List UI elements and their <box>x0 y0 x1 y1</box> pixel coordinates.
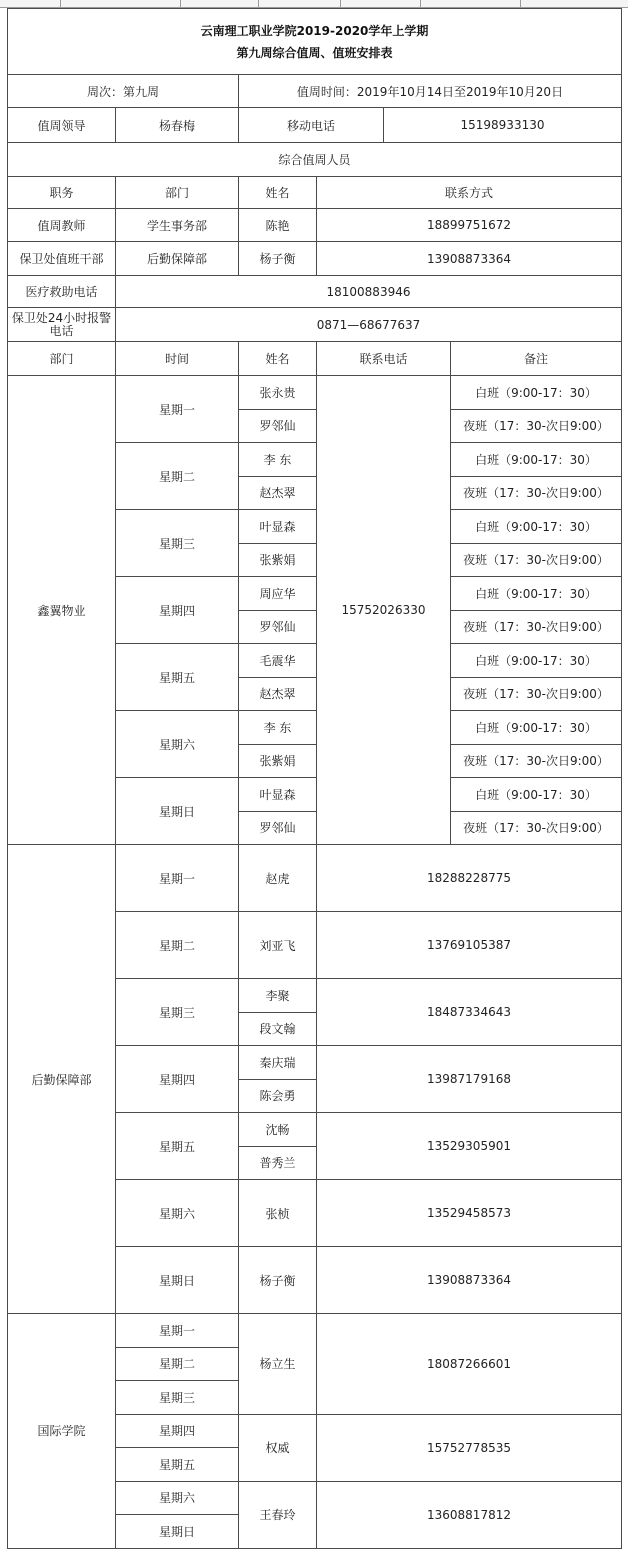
logistics-name[interactable]: 沈畅 <box>239 1113 317 1147</box>
header-contact[interactable]: 联系方式 <box>317 177 622 209</box>
security-phone[interactable]: 0871—68677637 <box>116 308 622 342</box>
logistics-name[interactable]: 段文翰 <box>239 1012 317 1046</box>
intl-day[interactable]: 星期二 <box>116 1347 239 1381</box>
leader-phone-label[interactable]: 移动电话 <box>239 108 384 143</box>
header-role[interactable]: 职务 <box>8 177 116 209</box>
logistics-phone[interactable]: 13529305901 <box>317 1113 622 1180</box>
logistics-phone[interactable]: 13529458573 <box>317 1180 622 1247</box>
title-line-2: 第九周综合值周、值班安排表 <box>236 45 393 60</box>
night-shift-note[interactable]: 夜班（17：30-次日9:00） <box>451 476 622 510</box>
xinyi-day[interactable]: 星期四 <box>116 577 239 644</box>
night-shift-note[interactable]: 夜班（17：30-次日9:00） <box>451 543 622 577</box>
column-header-strip <box>0 0 628 8</box>
day-shift-note[interactable]: 白班（9:00-17：30） <box>451 644 622 678</box>
xinyi-day-name[interactable]: 李 东 <box>239 711 317 745</box>
logistics-phone[interactable]: 18487334643 <box>317 979 622 1046</box>
intl-phone[interactable]: 18087266601 <box>317 1314 622 1415</box>
table-row <box>8 376 622 410</box>
leader-label[interactable]: 值周领导 <box>8 108 116 143</box>
table-row <box>8 1314 622 1348</box>
xinyi-day-name[interactable]: 李 东 <box>239 443 317 477</box>
staff-section-title[interactable]: 综合值周人员 <box>8 143 622 177</box>
xinyi-day-name[interactable]: 叶显森 <box>239 510 317 544</box>
xinyi-phone[interactable]: 15752026330 <box>317 376 451 845</box>
day-shift-note[interactable]: 白班（9:00-17：30） <box>451 577 622 611</box>
xinyi-night-name[interactable]: 张紫娟 <box>239 543 317 577</box>
logistics-name[interactable]: 刘亚飞 <box>239 912 317 979</box>
week-number[interactable]: 周次：第九周 <box>8 75 239 108</box>
intl-day[interactable]: 星期一 <box>116 1314 239 1348</box>
xinyi-day-name[interactable]: 毛震华 <box>239 644 317 678</box>
intl-day[interactable]: 星期四 <box>116 1414 239 1448</box>
intl-dept[interactable]: 国际学院 <box>8 1314 116 1549</box>
leader-name[interactable]: 杨春梅 <box>116 108 239 143</box>
day-shift-note[interactable]: 白班（9:00-17：30） <box>451 711 622 745</box>
night-shift-note[interactable]: 夜班（17：30-次日9:00） <box>451 811 622 845</box>
staff-name[interactable]: 陈艳 <box>239 209 317 242</box>
duty-header-time[interactable]: 时间 <box>116 342 239 376</box>
header-name[interactable]: 姓名 <box>239 177 317 209</box>
intl-phone[interactable]: 13608817812 <box>317 1481 622 1548</box>
xinyi-night-name[interactable]: 张紫娟 <box>239 744 317 778</box>
xinyi-night-name[interactable]: 罗邻仙 <box>239 811 317 845</box>
medical-label[interactable]: 医疗救助电话 <box>8 276 116 308</box>
logistics-phone[interactable]: 13908873364 <box>317 1247 622 1314</box>
xinyi-day-name[interactable]: 周应华 <box>239 577 317 611</box>
day-shift-note[interactable]: 白班（9:00-17：30） <box>451 443 622 477</box>
xinyi-night-name[interactable]: 罗邻仙 <box>239 409 317 443</box>
logistics-name[interactable]: 赵虎 <box>239 845 317 912</box>
staff-role[interactable]: 保卫处值班干部 <box>8 242 116 276</box>
intl-day[interactable]: 星期五 <box>116 1448 239 1482</box>
logistics-name[interactable]: 李聚 <box>239 979 317 1013</box>
duty-header-phone[interactable]: 联系电话 <box>317 342 451 376</box>
logistics-phone[interactable]: 13769105387 <box>317 912 622 979</box>
logistics-day[interactable]: 星期三 <box>116 979 239 1046</box>
xinyi-night-name[interactable]: 赵杰翠 <box>239 677 317 711</box>
logistics-name[interactable]: 秦庆瑞 <box>239 1046 317 1080</box>
logistics-name[interactable]: 张桢 <box>239 1180 317 1247</box>
logistics-day[interactable]: 星期二 <box>116 912 239 979</box>
xinyi-night-name[interactable]: 赵杰翠 <box>239 476 317 510</box>
table-row <box>8 242 622 276</box>
night-shift-note[interactable]: 夜班（17：30-次日9:00） <box>451 409 622 443</box>
logistics-day[interactable]: 星期日 <box>116 1247 239 1314</box>
intl-name[interactable]: 王春玲 <box>239 1481 317 1548</box>
day-shift-note[interactable]: 白班（9:00-17：30） <box>451 510 622 544</box>
xinyi-day-name[interactable]: 张永贵 <box>239 376 317 410</box>
table-row <box>8 209 622 242</box>
logistics-name[interactable]: 陈会勇 <box>239 1079 317 1113</box>
logistics-phone[interactable]: 13987179168 <box>317 1046 622 1113</box>
xinyi-day[interactable]: 星期二 <box>116 443 239 510</box>
xinyi-day[interactable]: 星期六 <box>116 711 239 778</box>
xinyi-day[interactable]: 星期一 <box>116 376 239 443</box>
staff-contact[interactable]: 13908873364 <box>317 242 622 276</box>
day-shift-note[interactable]: 白班（9:00-17：30） <box>451 778 622 812</box>
xinyi-dept[interactable]: 鑫翼物业 <box>8 376 116 845</box>
page-title <box>8 9 622 75</box>
security-label[interactable]: 保卫处24小时报警电话 <box>8 308 116 342</box>
day-shift-note[interactable]: 白班（9:00-17：30） <box>451 376 622 410</box>
logistics-dept[interactable]: 后勤保障部 <box>8 845 116 1314</box>
intl-name[interactable]: 杨立生 <box>239 1314 317 1415</box>
leader-phone[interactable]: 15198933130 <box>384 108 622 143</box>
night-shift-note[interactable]: 夜班（17：30-次日9:00） <box>451 610 622 644</box>
intl-name[interactable]: 权威 <box>239 1414 317 1481</box>
title-line-1: 云南理工职业学院2019-2020学年上学期 <box>200 23 429 38</box>
duty-schedule-table <box>7 8 622 1549</box>
staff-role[interactable]: 值周教师 <box>8 209 116 242</box>
logistics-day[interactable]: 星期四 <box>116 1046 239 1113</box>
xinyi-day[interactable]: 星期五 <box>116 644 239 711</box>
intl-day[interactable]: 星期六 <box>116 1481 239 1515</box>
night-shift-note[interactable]: 夜班（17：30-次日9:00） <box>451 677 622 711</box>
duty-header-note[interactable]: 备注 <box>451 342 622 376</box>
logistics-phone[interactable]: 18288228775 <box>317 845 622 912</box>
xinyi-day[interactable]: 星期日 <box>116 778 239 845</box>
logistics-day[interactable]: 星期六 <box>116 1180 239 1247</box>
logistics-day[interactable]: 星期五 <box>116 1113 239 1180</box>
xinyi-day-name[interactable]: 叶显森 <box>239 778 317 812</box>
medical-phone[interactable]: 18100883946 <box>116 276 622 308</box>
logistics-name[interactable]: 杨子衡 <box>239 1247 317 1314</box>
staff-dept[interactable]: 学生事务部 <box>116 209 239 242</box>
intl-day[interactable]: 星期日 <box>116 1515 239 1549</box>
logistics-name[interactable]: 普秀兰 <box>239 1146 317 1180</box>
intl-day[interactable]: 星期三 <box>116 1381 239 1415</box>
staff-name[interactable]: 杨子衡 <box>239 242 317 276</box>
duty-header-dept[interactable]: 部门 <box>8 342 116 376</box>
xinyi-day[interactable]: 星期三 <box>116 510 239 577</box>
logistics-day[interactable]: 星期一 <box>116 845 239 912</box>
intl-phone[interactable]: 15752778535 <box>317 1414 622 1481</box>
staff-dept[interactable]: 后勤保障部 <box>116 242 239 276</box>
table-row <box>8 845 622 879</box>
staff-contact[interactable]: 18899751672 <box>317 209 622 242</box>
week-period[interactable]: 值周时间：2019年10月14日至2019年10月20日 <box>239 75 622 108</box>
duty-header-name[interactable]: 姓名 <box>239 342 317 376</box>
header-dept[interactable]: 部门 <box>116 177 239 209</box>
xinyi-night-name[interactable]: 罗邻仙 <box>239 610 317 644</box>
night-shift-note[interactable]: 夜班（17：30-次日9:00） <box>451 744 622 778</box>
